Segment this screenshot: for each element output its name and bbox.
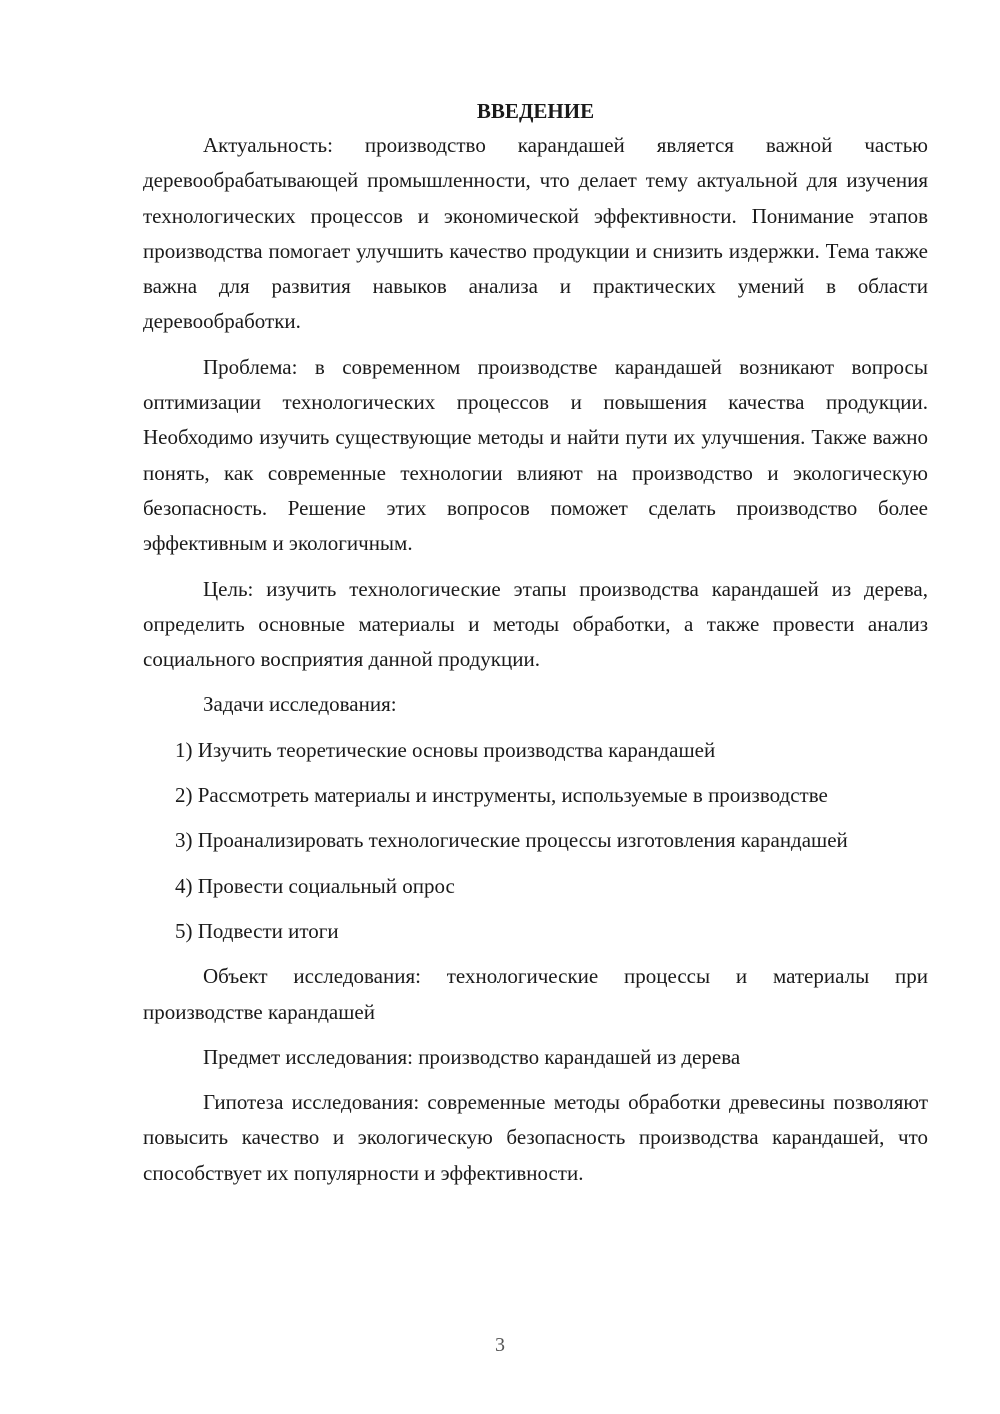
subject-paragraph: Предмет исследования: производство карандашей из дерева: [203, 1044, 741, 1069]
goal-paragraph: Цель: изучить технологические этапы производства карандашей из дерева, определить основные материалы и методы обработки, а также провести анализ социального восприятия данной продукции.: [143, 576, 928, 672]
hypothesis-paragraph: Гипотеза исследования: современные методы обработки древесины позволяют повысить качество и экологическую безопасность производства карандашей, что способствует их популярности и эффективности.: [143, 1090, 928, 1185]
task-item: 3) Проанализировать технологические процессы изготовления карандашей: [175, 828, 848, 853]
page-number: 3: [495, 1334, 505, 1356]
task-item: 5) Подвести итоги: [175, 918, 339, 943]
task-item: 4) Провести социальный опрос: [175, 873, 455, 898]
relevance-paragraph: Актуальность: производство карандашей является важной частью деревообрабатывающей промышленности, что делает тему актуальной для изучения технологических процессов и экономической эффективности. Понимание этапов производства помогает улучшить качество продукции и снизить издержки. Тема также важна для развития навыков анализа и практических умений в области деревообработки.: [143, 133, 928, 334]
task-item: 2) Рассмотреть материалы и инструменты, используемые в производстве: [175, 783, 828, 808]
document-page: [143, 96, 928, 1201]
task-item: 1) Изучить теоретические основы производства карандашей: [175, 737, 716, 762]
tasks-heading: Задачи исследования:: [203, 692, 397, 717]
section-title: ВВЕДЕНИЕ: [476, 99, 595, 123]
problem-paragraph: Проблема: в современном производстве карандашей возникают вопросы оптимизации технологических процессов и повышения качества продукции. Необходимо изучить существующие методы и найти пути их улучшения. Также важно понять, как современные технологии влияют на производство и экологическую безопасность. Решение этих вопросов поможет сделать производство более эффективным и экологичным.: [143, 354, 928, 556]
object-paragraph: Объект исследования: технологические процессы и материалы при производстве карандашей: [143, 964, 928, 1024]
